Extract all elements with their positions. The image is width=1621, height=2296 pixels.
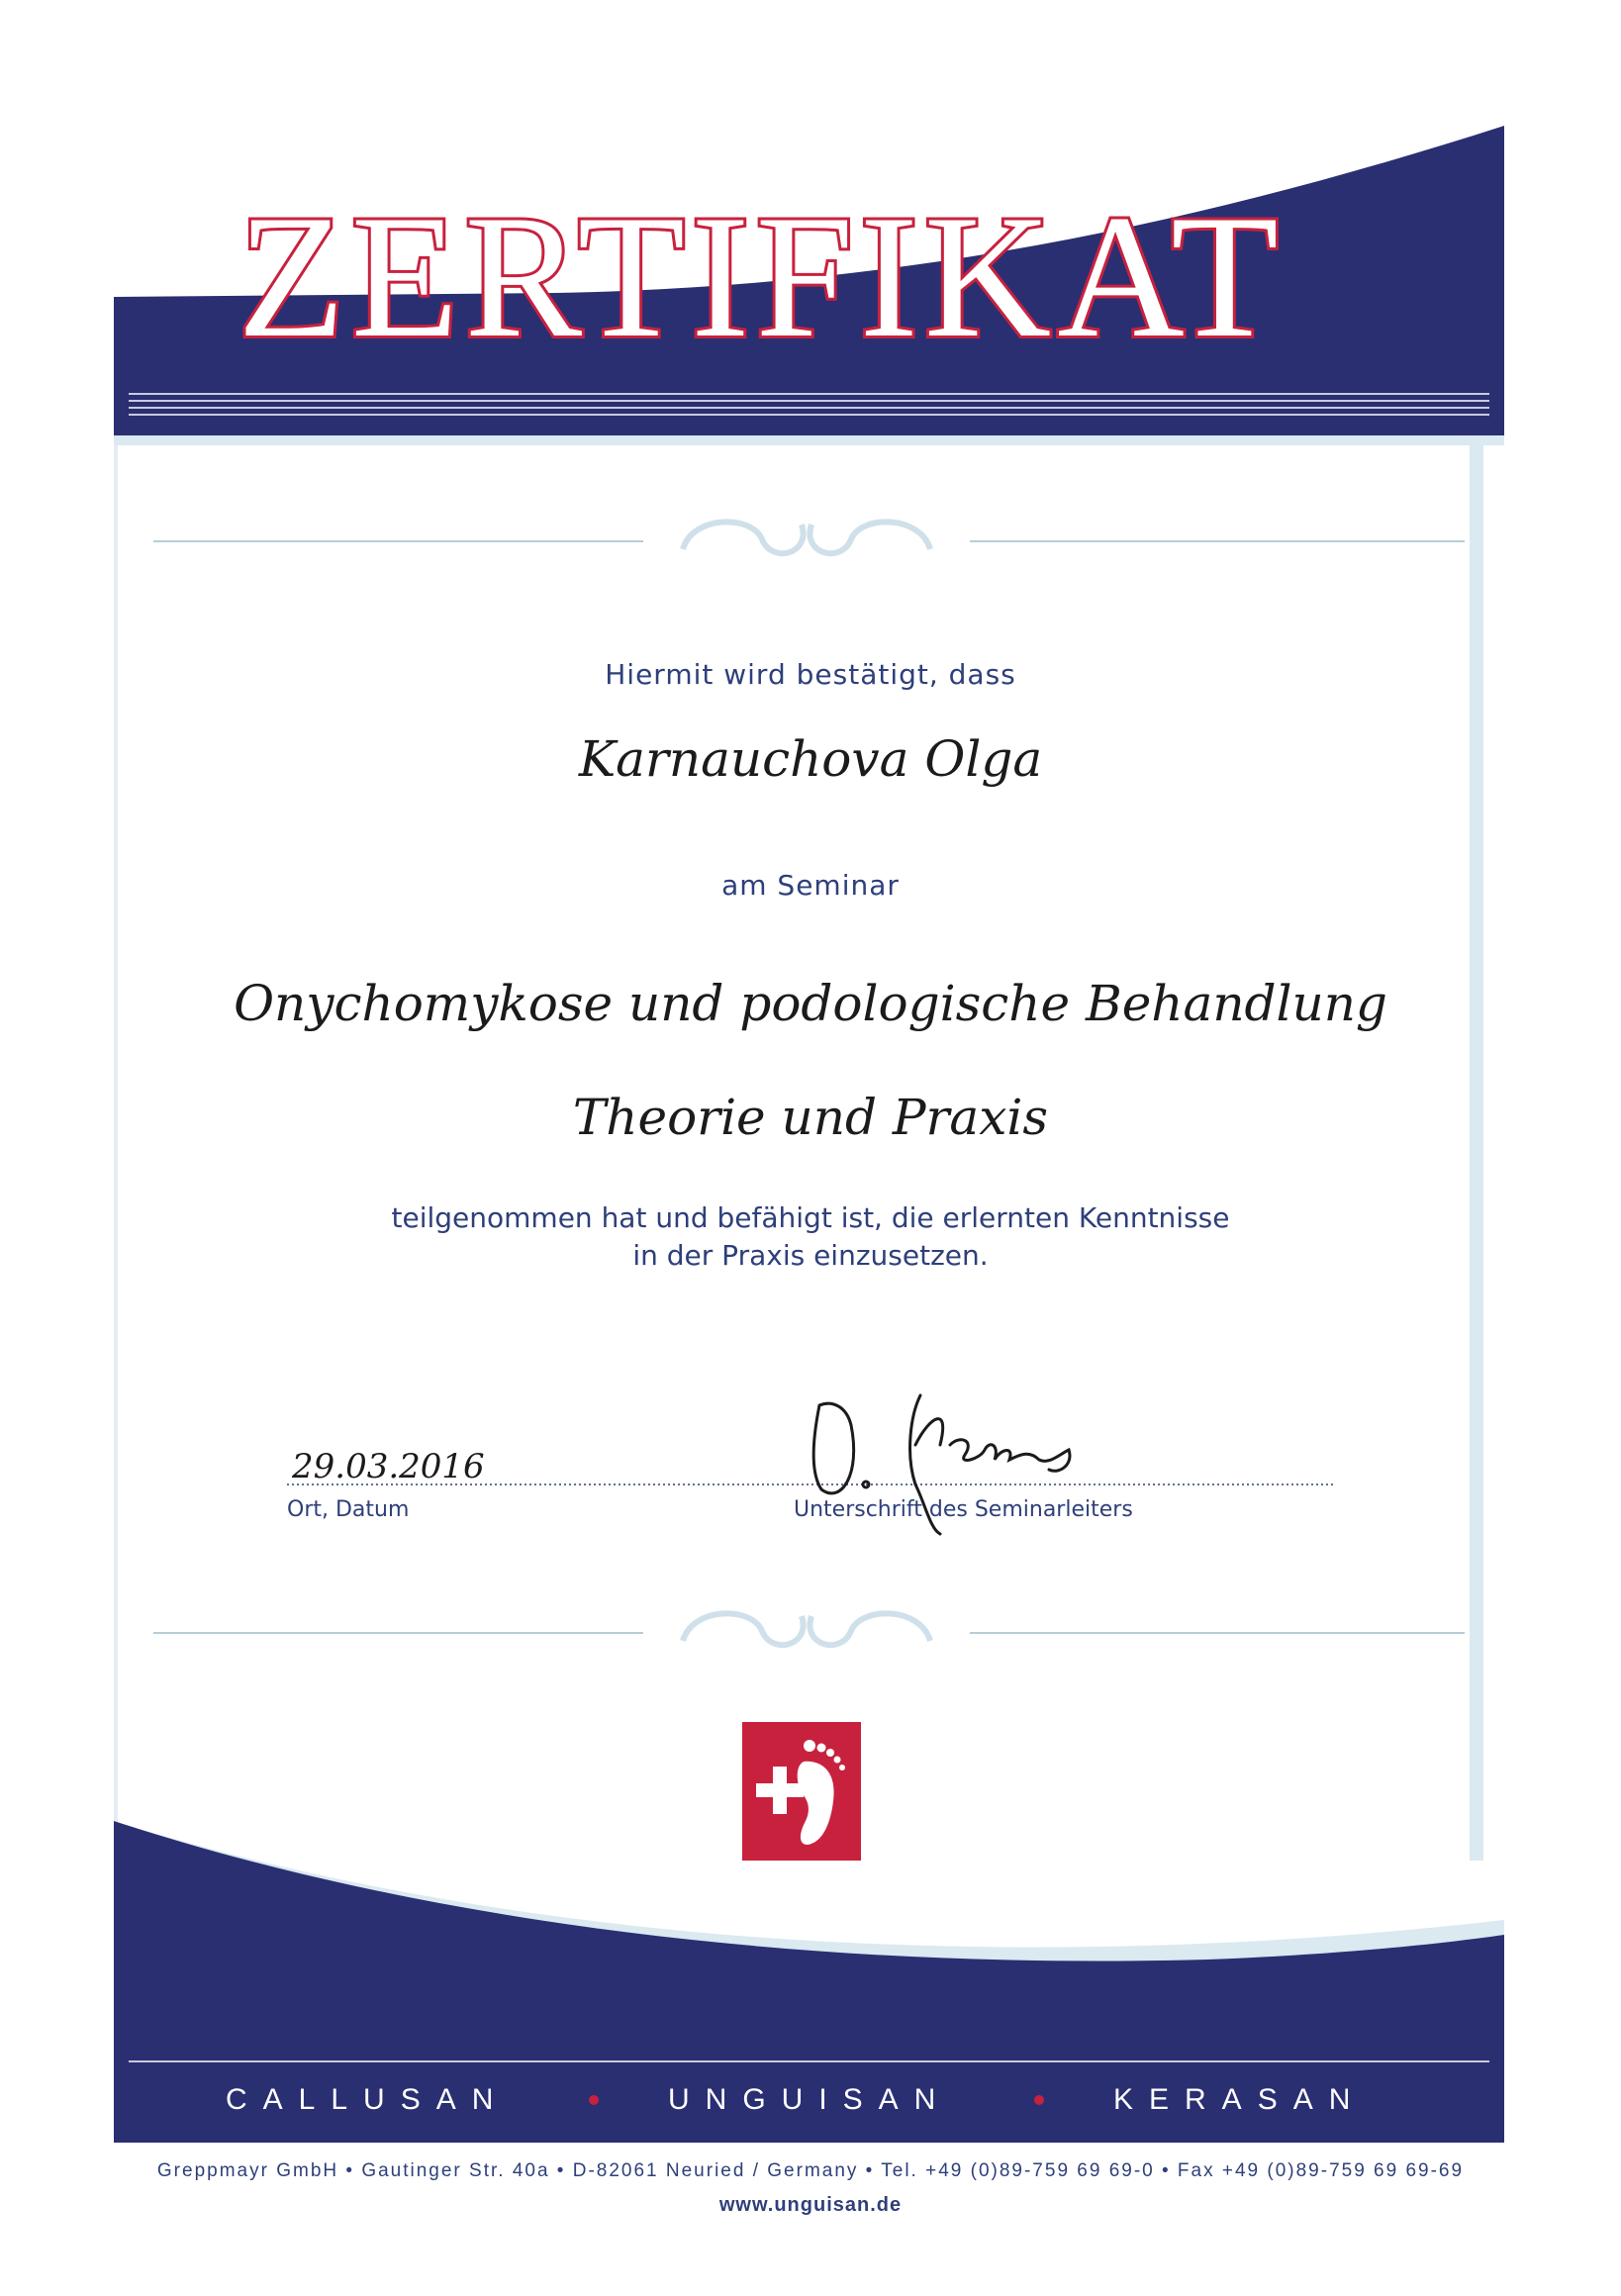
footer-website: www.unguisan.de	[718, 2194, 903, 2216]
seminar-label: am Seminar	[721, 869, 900, 902]
logo-text-line2: FOOTCARE	[749, 1888, 854, 1905]
brand-callusan: CALLUSAN	[226, 2083, 510, 2116]
footer-address: Greppmayr GmbH • Gautinger Str. 40a • D-82061 Neuried / Germany • Tel. +49 (0)89-759 69 69-0 • Fax +49 (0)89-759 69 69-69	[156, 2160, 1465, 2181]
certificate-title: ZERTIFIKAT	[238, 178, 1285, 374]
brand-separator	[589, 2095, 599, 2105]
brand-row	[0, 2083, 1621, 2133]
brand-unguisan: UNGUISAN	[668, 2083, 952, 2116]
greppmayr-footcare-logo	[742, 1722, 861, 1920]
date-value: 29.03.2016	[292, 1447, 485, 1486]
signature-label: Unterschrift des Seminarleiters	[794, 1497, 1133, 1522]
closing-line2: in der Praxis einzusetzen.	[632, 1239, 989, 1272]
intro-text: Hiermit wird bestätigt, dass	[605, 658, 1016, 691]
brand-separator	[1034, 2095, 1044, 2105]
foot-cross-icon	[742, 1722, 861, 1861]
logo-text-line1: GREPPMAYR	[746, 1868, 857, 1885]
recipient-name: Karnauchova Olga	[578, 730, 1043, 788]
brand-kerasan: KERASAN	[1113, 2083, 1367, 2116]
seminar-title-line1: Onychomykose und podologische Behandlung	[234, 975, 1387, 1032]
seminar-title-line2: Theorie und Praxis	[572, 1089, 1049, 1146]
closing-line1: teilgenommen hat und befähigt ist, die erlernten Kenntnisse	[391, 1201, 1230, 1234]
date-label: Ort, Datum	[287, 1497, 410, 1522]
